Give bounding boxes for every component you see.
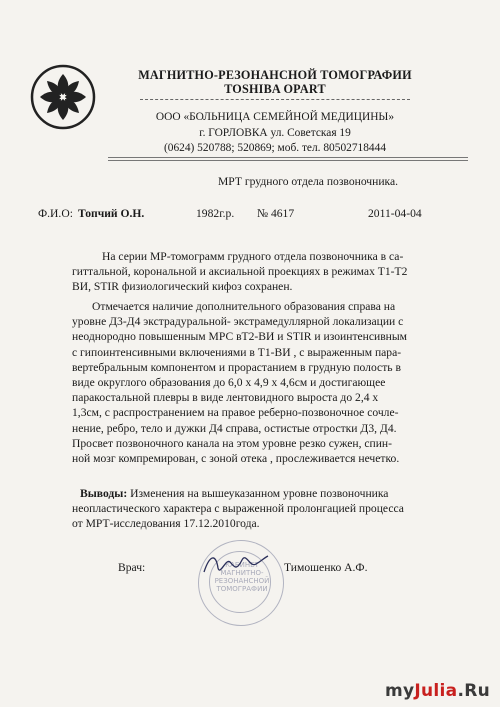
- stamp-text-line: РЕЗОНАНСНОЙ: [214, 577, 270, 585]
- header-divider-dashed: [140, 99, 410, 100]
- conclusion-line: от МРТ-исследования 17.12.2010года.: [72, 517, 260, 531]
- text-line: Просвет позвоночного канала на этом уровне резко сужен, спин-: [72, 436, 392, 450]
- header-address: г. ГОРЛОВКА ул. Советская 19: [199, 127, 351, 139]
- handwritten-signature-icon: [200, 548, 270, 580]
- text-line: вертебральным компонентом и прорастанием в грудную полость в: [72, 360, 401, 374]
- header-divider-double: [108, 157, 468, 161]
- patient-birth-year: 1982г.р.: [196, 207, 235, 220]
- header-subtitle: TOSHIBA OPART: [224, 82, 326, 96]
- watermark-part: .Ru: [457, 681, 490, 701]
- findings-paragraph-2: [72, 299, 462, 466]
- report-date: 2011-04-04: [368, 207, 422, 220]
- text-line: уровне Д3-Д4 экстрадуральной- экстрамедуллярной локализации с: [72, 315, 404, 329]
- text-line: нение, ребро, тело и дужки Д4 справа, остистые отростки Д3, Д4.: [72, 421, 397, 435]
- stamp-text-line: ТОМОГРАФИИ: [216, 585, 268, 593]
- patient-name: Топчий О.Н.: [78, 207, 145, 220]
- text-line: виде округлого образования до 6,0 х 4,9 х 4,6см и достигающее: [72, 376, 386, 390]
- conclusion-text: Изменения на вышеуказанном уровне позвоночника: [127, 487, 389, 500]
- findings-paragraph-1: [72, 249, 462, 295]
- stamp-text-line: КАБИНЕТ: [225, 561, 259, 569]
- text-line: гиттальной, корональной и аксиальной проекциях в режимах Т1-Т2: [72, 265, 408, 279]
- stamp-text-line: МАГНИТНО-: [220, 569, 264, 577]
- conclusion-line: [72, 486, 462, 501]
- watermark-part: my: [384, 681, 415, 701]
- conclusion: [72, 486, 462, 532]
- text-line: паракостальной плевры в виде лентовидного выроста до 2,4 х: [72, 391, 379, 405]
- patient-number: № 4617: [257, 207, 295, 220]
- text-line: неоднородно повышенным МРС вТ2-ВИ и STIR и изоинтенсивным: [72, 330, 408, 344]
- header-org: ООО «БОЛЬНИЦА СЕМЕЙНОЙ МЕДИЦИНЫ»: [155, 111, 395, 123]
- text-line: На серии МР-томограмм грудного отдела позвоночника в са-: [102, 250, 404, 263]
- site-watermark: [385, 681, 490, 701]
- text-line: 1,3см, с распространением на правое реберно-позвоночное сочле-: [72, 406, 399, 420]
- patient-label: Ф.И.О:: [38, 207, 73, 220]
- study-title: МРТ грудного отдела позвоночника.: [218, 175, 399, 188]
- text-line: ной мозг компремирован, с зоной отека , прослеживается нечетко.: [72, 452, 400, 466]
- text-line: Отмечается наличие дополнительного образования справа на: [92, 300, 396, 313]
- text-line: с гипоинтенсивными включениями в Т1-ВИ , с выраженным пара-: [72, 345, 402, 359]
- signature-label: Врач:: [118, 561, 146, 574]
- header-title: МАГНИТНО-РЕЗОНАНСНОЙ ТОМОГРАФИИ: [138, 68, 412, 82]
- watermark-part: Julia: [414, 681, 458, 701]
- toshiba-logo-icon: [30, 64, 96, 130]
- doctor-name: Тимошенко А.Ф.: [284, 561, 368, 574]
- text-line: ВИ, STIR физиологический кифоз сохранен.: [72, 280, 293, 294]
- conclusion-label: Выводы:: [80, 487, 128, 500]
- conclusion-line: неопластического характера с выраженной пролонгацией процесса: [72, 502, 404, 516]
- header-phones: (0624) 520788; 520869; моб. тел. 80502718444: [163, 142, 387, 154]
